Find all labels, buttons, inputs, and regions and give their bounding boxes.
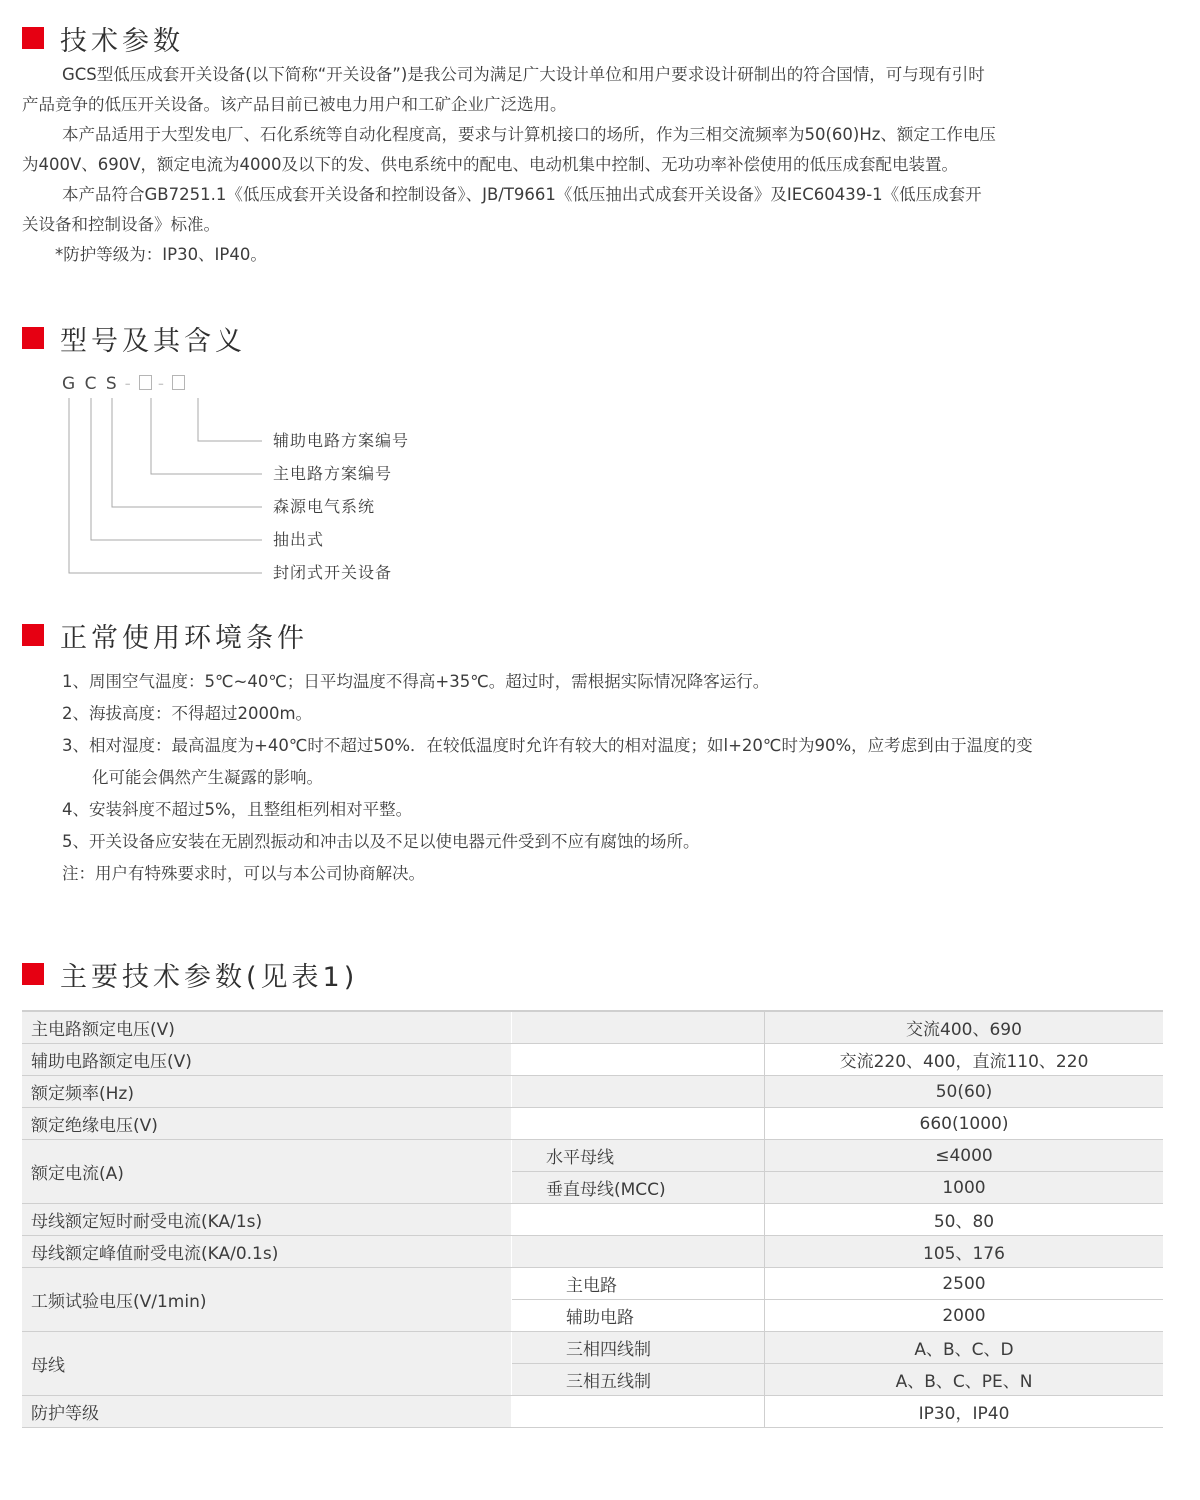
section-title-text: 主要技术参数(见表1) (60, 961, 359, 993)
dash-separator: - (157, 374, 166, 394)
table-cell: 额定频率(Hz) (22, 1076, 512, 1108)
table-cell (512, 1108, 765, 1140)
intro-line: *防护等级为：IP30、IP40。 (55, 245, 267, 264)
table-row (22, 1076, 1163, 1108)
table-cell: 三相五线制 (512, 1364, 765, 1396)
model-label: 封闭式开关设备 (273, 563, 393, 582)
condition-item: 5、开关设备应安装在无剧烈振动和冲击以及不足以使电器元件受到不应有腐蚀的场所。 (62, 832, 700, 851)
table-cell: ≤4000 (765, 1140, 1164, 1172)
leader-line (69, 398, 262, 573)
condition-item: 3、相对湿度：最高温度为+40℃时不超过50%．在较低温度时允许有较大的相对温度；如l+20℃时为90%，应考虑到由于温度的变 (62, 736, 1033, 755)
model-label: 辅助电路方案编号 (273, 431, 410, 450)
section-title-env (22, 617, 308, 653)
table-cell: 50、80 (765, 1204, 1164, 1236)
model-label: 森源电气系统 (273, 497, 376, 516)
table-row (22, 1044, 1163, 1076)
table-cell: 2000 (765, 1300, 1164, 1332)
table-cell: 三相四线制 (512, 1332, 765, 1364)
conditions-list (62, 666, 1172, 890)
model-letter: C (84, 374, 99, 394)
condition-item: 1、周围空气温度：5℃~40℃；日平均温度不得高+35℃。超过时，需根据实际情况降客运行。 (62, 672, 770, 691)
table-row (22, 1268, 1163, 1300)
model-letter: G (62, 374, 78, 394)
dash-separator: - (124, 374, 133, 394)
model-diagram-lines (0, 0, 1200, 600)
table-row (22, 1140, 1163, 1172)
section-title-text: 技术参数 (60, 25, 184, 57)
table-cell: 1000 (765, 1172, 1164, 1204)
table-cell: 主电路额定电压(V) (22, 1011, 512, 1044)
table-cell: 母线额定峰值耐受电流(KA/0.1s) (22, 1236, 512, 1268)
table-cell: 辅助电路额定电压(V) (22, 1044, 512, 1076)
condition-item: 化可能会偶然产生凝露的影响。 (92, 768, 323, 787)
table-cell: A、B、C、PE、N (765, 1364, 1164, 1396)
table-cell: 660(1000) (765, 1108, 1164, 1140)
red-square-icon (22, 624, 44, 646)
intro-line: 产品竞争的低压开关设备。该产品目前已被电力用户和工矿企业广泛选用。 (22, 95, 567, 114)
intro-line: 为400V、690V，额定电流为4000及以下的发、供电系统中的配电、电动机集中控制、无功功率补偿使用的低压成套配电装置。 (22, 155, 959, 174)
red-square-icon (22, 963, 44, 985)
table-cell (512, 1011, 765, 1044)
table-cell: 交流220、400，直流110、220 (765, 1044, 1164, 1076)
section-title-main-params (22, 956, 358, 992)
table-cell (512, 1076, 765, 1108)
table-cell: 额定电流(A) (22, 1140, 512, 1204)
table-cell: 50(60) (765, 1076, 1164, 1108)
table-cell: 水平母线 (512, 1140, 765, 1172)
intro-line: 本产品适用于大型发电厂、石化系统等自动化程度高，要求与计算机接口的场所，作为三相交流频率为50(60)Hz、额定工作电压 (62, 125, 996, 144)
section-title-text: 型号及其含义 (60, 325, 246, 357)
table-cell: 母线 (22, 1332, 512, 1396)
intro-line: 关设备和控制设备》标准。 (22, 215, 220, 234)
table-cell: 垂直母线(MCC) (512, 1172, 765, 1204)
table-cell: 105、176 (765, 1236, 1164, 1268)
model-label: 抽出式 (273, 530, 325, 549)
spec-table (22, 1010, 1163, 1428)
table-cell: 工频试验电压(V/1min) (22, 1268, 512, 1332)
section-title-text: 正常使用环境条件 (60, 622, 308, 654)
model-label: 主电路方案编号 (273, 464, 393, 483)
condition-note: 注：用户有特殊要求时，可以与本公司协商解决。 (62, 864, 425, 883)
table-row (22, 1204, 1163, 1236)
table-cell: 主电路 (512, 1268, 765, 1300)
table-row (22, 1236, 1163, 1268)
table-row (22, 1332, 1163, 1364)
table-cell (512, 1236, 765, 1268)
leader-line (198, 398, 262, 441)
table-cell: 额定绝缘电压(V) (22, 1108, 512, 1140)
table-row (22, 1396, 1163, 1428)
table-row (22, 1011, 1163, 1044)
table-cell: 母线额定短时耐受电流(KA/1s) (22, 1204, 512, 1236)
table-cell (512, 1204, 765, 1236)
table-cell: IP30，IP40 (765, 1396, 1164, 1428)
leader-line (151, 398, 262, 474)
table-cell: A、B、C、D (765, 1332, 1164, 1364)
table-cell: 2500 (765, 1268, 1164, 1300)
table-cell: 交流400、690 (765, 1011, 1164, 1044)
intro-line: GCS型低压成套开关设备(以下简称“开关设备”)是我公司为满足广大设计单位和用户要求设计研制出的符合国情，可与现有引时 (62, 65, 985, 84)
table-cell: 辅助电路 (512, 1300, 765, 1332)
intro-line: 本产品符合GB7251.1《低压成套开关设备和控制设备》、JB/T9661《低压抽出式成套开关设备》及IEC60439-1《低压成套开 (62, 185, 982, 204)
table-cell (512, 1044, 765, 1076)
table-row (22, 1108, 1163, 1140)
table-cell: 防护等级 (22, 1396, 512, 1428)
model-letter: S (105, 374, 119, 394)
table-cell (512, 1396, 765, 1428)
condition-item: 4、安装斜度不超过5%，且整组柜列相对平整。 (62, 800, 413, 819)
condition-item: 2、海拔高度：不得超过2000m。 (62, 704, 313, 723)
leader-line (91, 398, 262, 540)
leader-line (112, 398, 262, 507)
